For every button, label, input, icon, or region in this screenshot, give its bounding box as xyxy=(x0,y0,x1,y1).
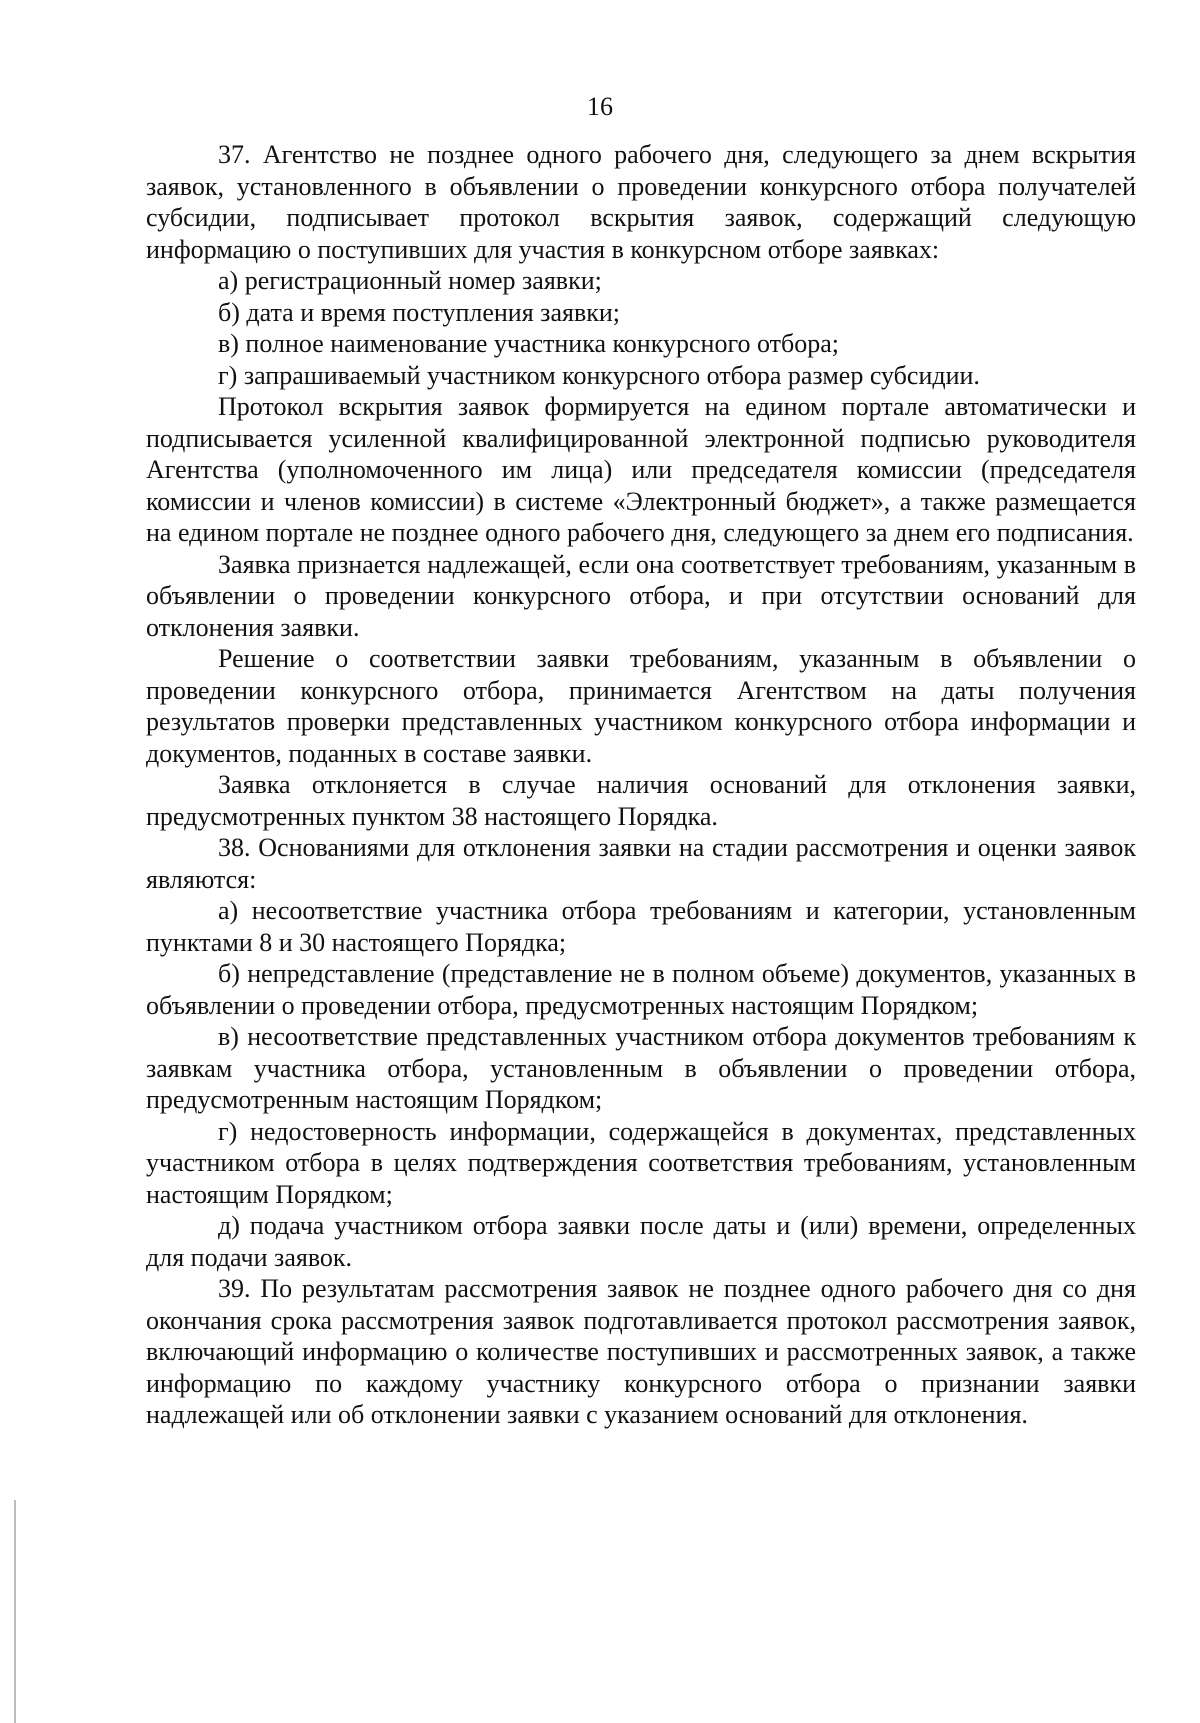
paragraph-protocol: Протокол вскрытия заявок формируется на едином портале автоматически и подписывается усиленной квалифицированной электронной подписью руководителя Агентства (уполномоченного им лица) или председателя комиссии (председателя комиссии и членов комиссии) в системе «Электронный бюджет», а также размещается на едином портале не позднее одного рабочего дня, следующего за днем его подписания. xyxy=(146,392,1136,547)
list-item-38-b: б) непредставление (представление не в полном объеме) документов, указанных в объявлении о проведении отбора, предусмотренных настоящим Порядком; xyxy=(146,959,1136,1020)
list-item-38-d: д) подача участником отбора заявки после даты и (или) времени, определенных для подачи заявок. xyxy=(146,1211,1136,1272)
paragraph-39: 39. По результатам рассмотрения заявок не позднее одного рабочего дня со дня окончания срока рассмотрения заявок подготавливается протокол рассмотрения заявок, включающий информацию о количестве поступивших и рассмотренных заявок, а также информацию по каждому участнику конкурсного отбора о признании заявки надлежащей или об отклонении заявки с указанием оснований для отклонения. xyxy=(146,1274,1136,1429)
paragraph-decision: Решение о соответствии заявки требованиям, указанным в объявлении о проведении конкурсного отбора, принимается Агентством на даты получения результатов проверки представленных участником конкурсного отбора информации и документов, поданных в составе заявки. xyxy=(146,644,1136,768)
scan-edge-line xyxy=(14,1500,16,1723)
list-item-v: в) полное наименование участника конкурсного отбора; xyxy=(218,329,839,358)
page-number: 16 xyxy=(587,92,613,121)
list-item-g: г) запрашиваемый участником конкурсного отбора размер субсидии. xyxy=(218,360,980,390)
list-item-b: б) дата и время поступления заявки; xyxy=(218,297,620,327)
paragraph-proper-application: Заявка признается надлежащей, если она соответствует требованиям, указанным в объявлении о проведении конкурсного отбора, и при отсутствии оснований для отклонения заявки. xyxy=(146,549,1136,642)
list-item-38-g: г) недостоверность информации, содержащейся в документах, представленных участником отбора в целях подтверждения соответствия требованиям, установленным настоящим Порядком; xyxy=(146,1116,1136,1209)
paragraph-rejection: Заявка отклоняется в случае наличия оснований для отклонения заявки, предусмотренных пунктом 38 настоящего Порядка. xyxy=(146,770,1136,831)
paragraph-38: 38. Основаниями для отклонения заявки на стадии рассмотрения и оценки заявок являются: xyxy=(146,833,1136,894)
list-item-a: а) регистрационный номер заявки; xyxy=(218,266,602,295)
document-body xyxy=(146,139,1136,1431)
paragraph-37: 37. Агентство не позднее одного рабочего дня, следующего за днем вскрытия заявок, установленного в объявлении о проведении конкурсного отбора получателей субсидии, подписывает протокол вскрытия заявок, содержащий следующую информацию о поступивших для участия в конкурсном отборе заявках: xyxy=(146,140,1136,264)
list-item-38-v: в) несоответствие представленных участником отбора документов требованиям к заявкам участника отбора, установленным в объявлении о проведении отбора, предусмотренным настоящим Порядком; xyxy=(146,1022,1136,1114)
list-item-38-a: а) несоответствие участника отбора требованиям и категории, установленным пунктами 8 и 30 настоящего Порядка; xyxy=(146,896,1136,957)
